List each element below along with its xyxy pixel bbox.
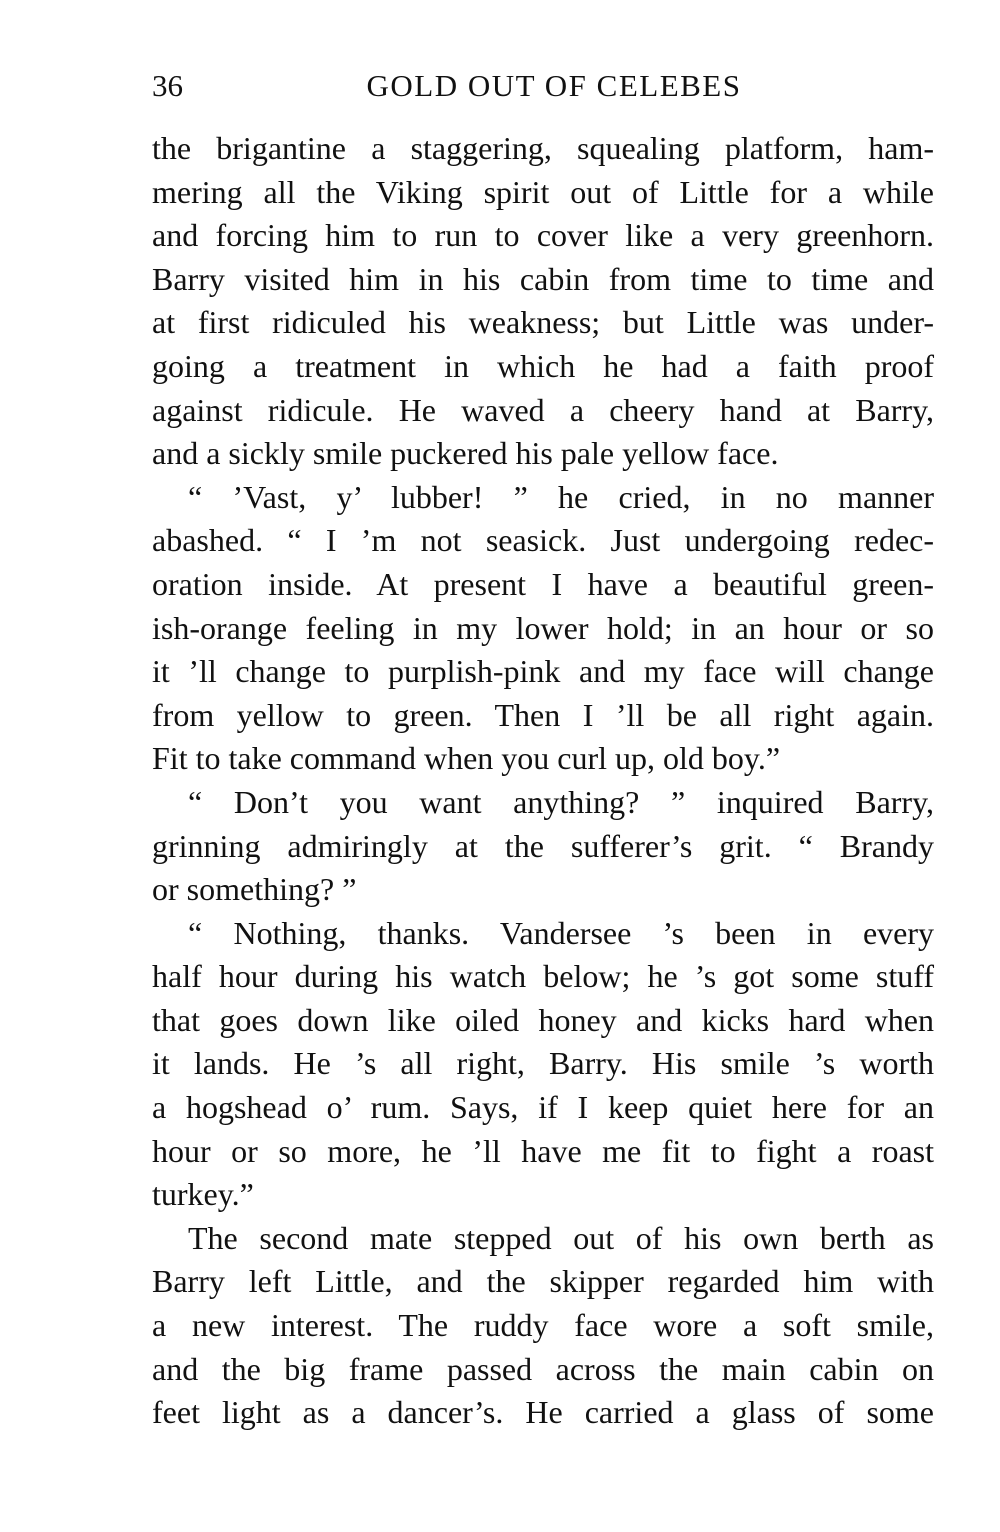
- text-line: at first ridiculed his weakness; but Little was under-: [152, 304, 934, 341]
- page-number: 36: [152, 68, 183, 103]
- paragraph: [152, 476, 934, 781]
- text-line: the brigantine a staggering, squealing platform, ham-: [152, 130, 934, 166]
- text-line: Barry left Little, and the skipper regarded him with: [152, 1263, 934, 1300]
- text-line: “ Don’t you want anything? ” inquired Barry,: [188, 783, 934, 820]
- text-line: ish-orange feeling in my lower hold; in an hour or so: [152, 609, 934, 646]
- text-line: that goes down like oiled honey and kicks hard when: [152, 1001, 934, 1038]
- text-line: Fit to take command when you curl up, old boy.”: [152, 740, 781, 777]
- text-line: and a sickly smile puckered his pale yellow face.: [152, 435, 779, 472]
- text-line: against ridicule. He waved a cheery hand at Barry,: [152, 391, 934, 428]
- text-line: grinning admiringly at the sufferer’s grit. “ Brandy: [152, 827, 934, 864]
- text-line: it lands. He ’s all right, Barry. His smile ’s worth: [152, 1045, 934, 1082]
- body-text: [152, 127, 934, 1435]
- text-line: oration inside. At present I have a beautiful green-: [152, 565, 934, 602]
- text-line: “ Nothing, thanks. Vandersee ’s been in every: [188, 914, 934, 951]
- running-title: GOLD OUT OF CELEBES: [366, 68, 742, 103]
- text-line: it ’ll change to purplish-pink and my face will change: [152, 653, 934, 690]
- text-line: “ ’Vast, y’ lubber! ” he cried, in no manner: [188, 478, 934, 515]
- text-line: and forcing him to run to cover like a very greenhorn.: [152, 217, 934, 254]
- running-head: [152, 62, 934, 110]
- text-line: mering all the Viking spirit out of Little for a while: [152, 173, 934, 210]
- paragraph: [152, 127, 934, 476]
- text-line: abashed. “ I ’m not seasick. Just undergoing redec-: [152, 522, 934, 559]
- paragraph: [152, 912, 934, 1217]
- text-line: from yellow to green. Then I ’ll be all right again.: [152, 696, 934, 733]
- paragraph: [152, 1217, 934, 1435]
- text-line: hour or so more, he ’ll have me fit to fight a roast: [152, 1132, 934, 1169]
- text-line: a hogshead o’ rum. Says, if I keep quiet here for an: [152, 1089, 934, 1126]
- text-line: feet light as a dancer’s. He carried a glass of some: [152, 1394, 934, 1431]
- text-line: Barry visited him in his cabin from time to time and: [152, 260, 934, 297]
- text-line: half hour during his watch below; he ’s got some stuff: [152, 958, 934, 995]
- text-line: or something? ”: [152, 871, 357, 908]
- paragraph: [152, 781, 934, 912]
- text-line: turkey.”: [152, 1176, 254, 1213]
- text-line: a new interest. The ruddy face wore a soft smile,: [152, 1307, 934, 1344]
- text-line: going a treatment in which he had a faith proof: [152, 347, 934, 384]
- text-line: The second mate stepped out of his own berth as: [188, 1219, 934, 1256]
- text-line: and the big frame passed across the main cabin on: [152, 1350, 934, 1387]
